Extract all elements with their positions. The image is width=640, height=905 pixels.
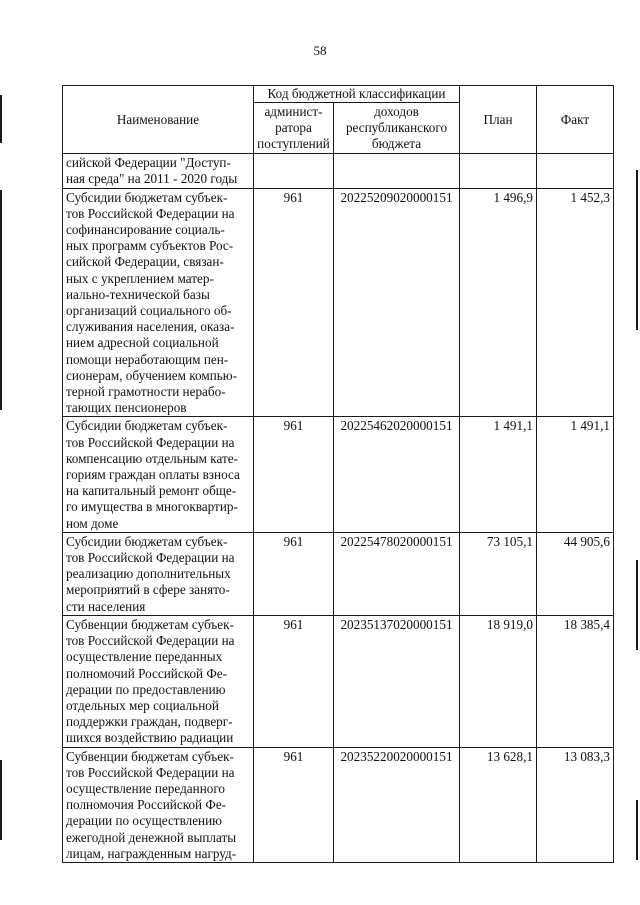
header-income: доходов республиканского бюджета xyxy=(334,103,460,154)
row-code xyxy=(334,154,460,188)
header-code-group: Код бюджетной классификации xyxy=(254,86,460,103)
row-code: 20225209020000151 xyxy=(334,188,460,417)
row-name: сийской Федерации "Доступ- ная среда" на 2011 - 2020 годы xyxy=(63,154,254,188)
header-plan: План xyxy=(460,86,537,154)
table-row xyxy=(63,154,614,188)
row-plan: 1 496,9 xyxy=(460,188,537,417)
row-admin: 961 xyxy=(254,615,334,747)
row-code: 20225478020000151 xyxy=(334,532,460,615)
row-name: Субвенции бюджетам субъек- тов Российской Федерации на осуществление переданных полномочий Российской Фе- дерации по предоставлению отдельных мер социальной поддержки граждан, подверг- шихся воздействию радиации xyxy=(63,615,254,747)
left-margin-mark xyxy=(0,760,2,840)
row-fact: 13 083,3 xyxy=(537,747,614,862)
row-admin: 961 xyxy=(254,188,334,417)
table-row xyxy=(63,532,614,615)
row-fact: 1 491,1 xyxy=(537,417,614,532)
right-margin-mark xyxy=(636,170,638,330)
row-fact: 44 905,6 xyxy=(537,532,614,615)
row-plan: 18 919,0 xyxy=(460,615,537,747)
row-name: Субсидии бюджетам субъек- тов Российской Федерации на софинансирование социаль- ных программ субъектов Рос- сийской Федерации, связан- ных с укреплением матер- иально-технической базы организаций социального об- служивания населения, оказа- нием адресной социальной помощи неработающим пен- сионерам, обучением компью- терной грамотности нерабо- тающих пенсионеров xyxy=(63,188,254,417)
row-plan: 73 105,1 xyxy=(460,532,537,615)
row-name: Субсидии бюджетам субъек- тов Российской Федерации на реализацию дополнительных мероприятий в сфере занято- сти населения xyxy=(63,532,254,615)
row-fact: 18 385,4 xyxy=(537,615,614,747)
table-row xyxy=(63,615,614,747)
row-admin: 961 xyxy=(254,532,334,615)
header-name: Наименование xyxy=(63,86,254,154)
budget-table xyxy=(62,85,614,863)
header-admin: админист- ратора поступлений xyxy=(254,103,334,154)
row-plan xyxy=(460,154,537,188)
row-plan: 13 628,1 xyxy=(460,747,537,862)
row-code: 20235220020000151 xyxy=(334,747,460,862)
left-margin-mark xyxy=(0,95,2,143)
row-fact xyxy=(537,154,614,188)
header-fact: Факт xyxy=(537,86,614,154)
page-number: 58 xyxy=(313,43,327,58)
left-margin-mark xyxy=(0,190,2,410)
row-name: Субсидии бюджетам субъек- тов Российской Федерации на компенсацию отдельным кате- гориям граждан оплаты взноса на капитальный ремонт обще- го имущества в многоквартир- ном доме xyxy=(63,417,254,532)
table-row xyxy=(63,188,614,417)
row-code: 20225462020000151 xyxy=(334,417,460,532)
row-code: 20235137020000151 xyxy=(334,615,460,747)
row-admin: 961 xyxy=(254,417,334,532)
table-row xyxy=(63,417,614,532)
right-margin-mark xyxy=(636,800,638,860)
row-admin: 961 xyxy=(254,747,334,862)
row-admin xyxy=(254,154,334,188)
row-plan: 1 491,1 xyxy=(460,417,537,532)
right-margin-mark xyxy=(636,560,638,650)
row-fact: 1 452,3 xyxy=(537,188,614,417)
row-name: Субвенции бюджетам субъек- тов Российской Федерации на осуществление переданного полномочия Российской Фе- дерации по осуществлению ежегодной денежной выплаты лицам, награжденным нагруд- xyxy=(63,747,254,862)
table-row xyxy=(63,747,614,862)
